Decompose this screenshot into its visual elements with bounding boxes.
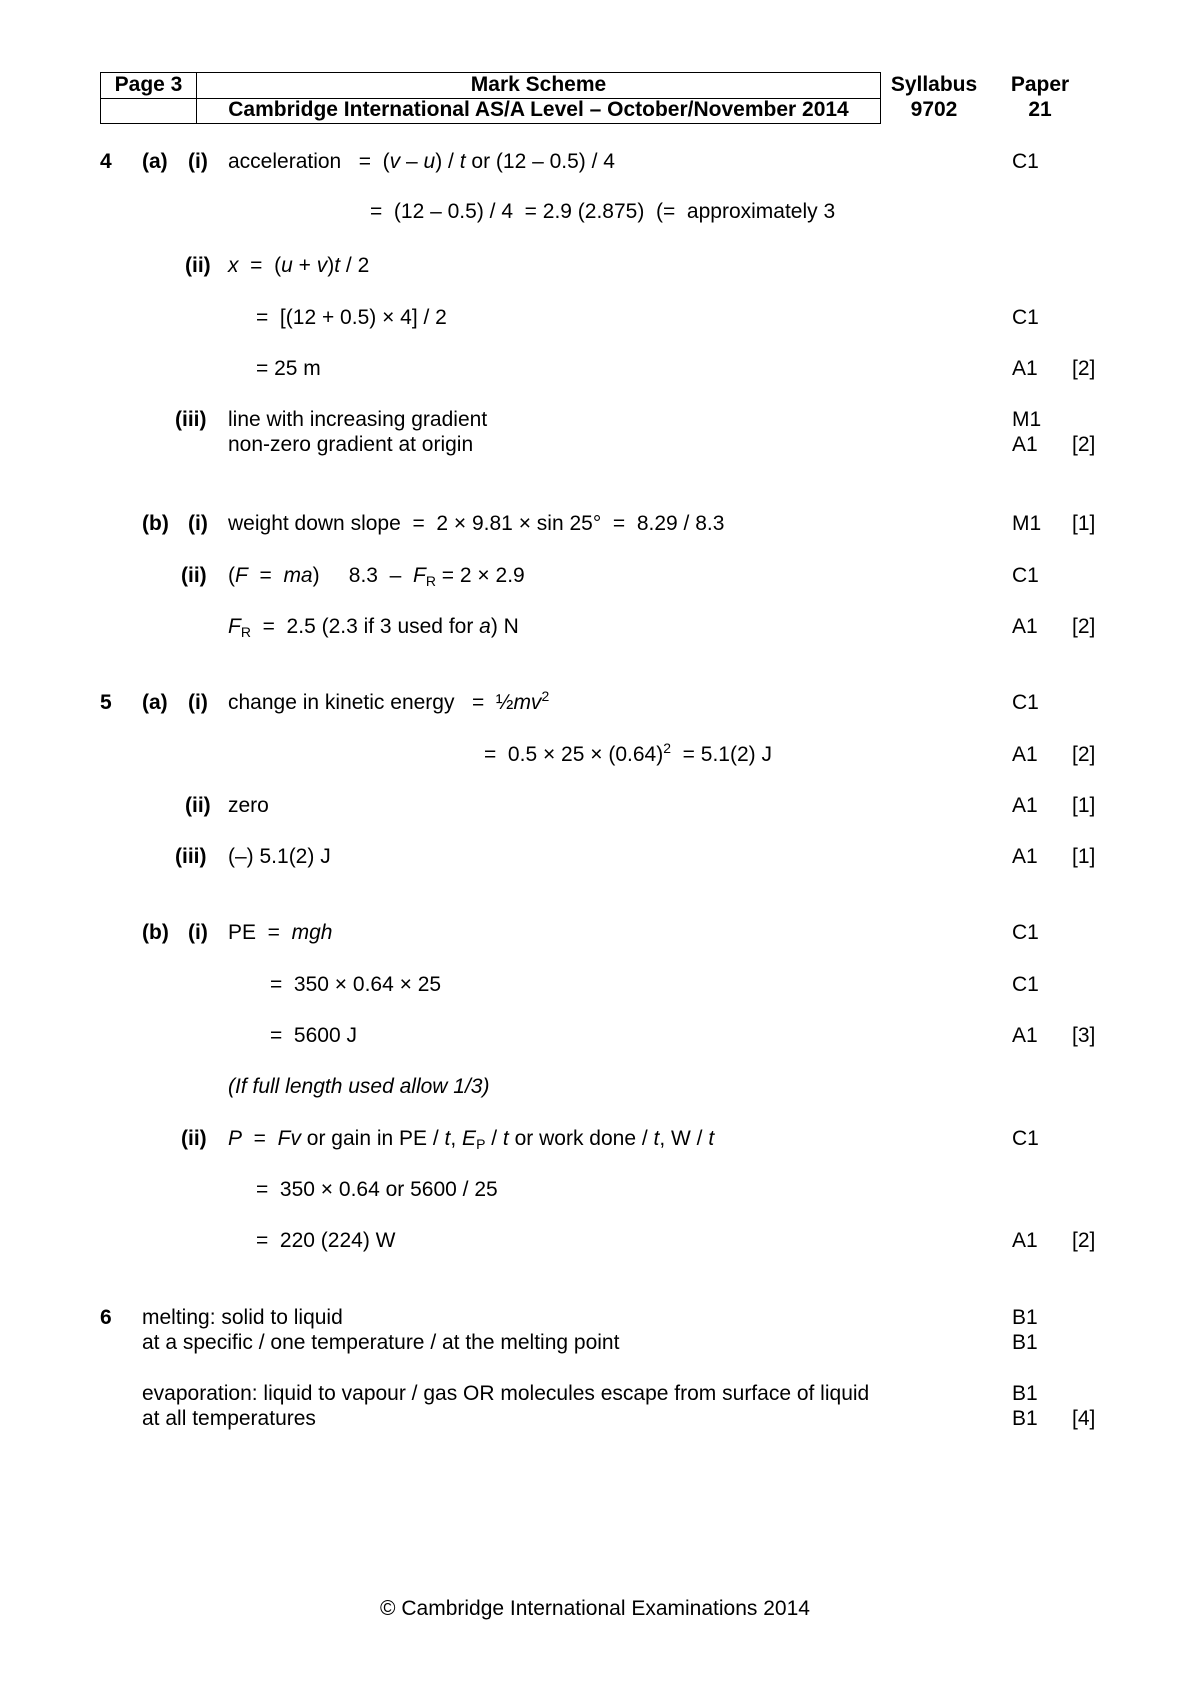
answer-4b-ii-line1: (F = ma) $8.3 - F_R = 2 \times 2.9$ [228, 564, 525, 589]
part-label-5b: (b) [142, 921, 169, 944]
footer-copyright: © Cambridge International Examinations 2014 [380, 1597, 810, 1620]
total-4a-ii: [2] [1072, 357, 1096, 380]
mark-6-4: B1 [1012, 1407, 1038, 1430]
answer-4a-ii-line1: x = (u + v)t / 2 [228, 254, 370, 277]
header-syllabus-value: 9702 [910, 98, 958, 121]
mark-4b-i: M1 [1012, 512, 1042, 535]
answer-5a-i-line1: change in kinetic energy = $\frac{1}{2}mv^2$ [228, 688, 550, 714]
answer-6-line4: at all temperatures [142, 1407, 316, 1430]
mark-4a-i-1: C1 [1012, 150, 1039, 173]
mark-4a-iii-2: A1 [1012, 433, 1038, 456]
question-number-6: 6 [100, 1306, 112, 1329]
mark-4a-iii-1: M1 [1012, 408, 1042, 431]
answer-5b-i-line2: = 350 × 0.64 × 25 [270, 973, 442, 996]
total-5a-ii: [1] [1072, 794, 1096, 817]
total-6: [4] [1072, 1407, 1096, 1430]
mark-5b-i-3: A1 [1012, 1024, 1038, 1047]
subpart-label-5b-ii: (ii) [181, 1127, 207, 1150]
total-5a-iii: [1] [1072, 845, 1096, 868]
mark-5a-iii: A1 [1012, 845, 1038, 868]
mark-5a-ii: A1 [1012, 794, 1038, 817]
mark-6-1: B1 [1012, 1306, 1038, 1329]
total-4b-i: [1] [1072, 512, 1096, 535]
header-paper-value: 21 [1028, 98, 1052, 121]
answer-6-line1: melting: solid to liquid [142, 1306, 343, 1329]
mark-4a-ii-2: C1 [1012, 306, 1039, 329]
subpart-label-5a-ii: (ii) [185, 794, 211, 817]
header-title: Mark Scheme [470, 73, 607, 96]
question-number-5: 5 [100, 691, 112, 714]
subpart-label-4b-i: (i) [188, 512, 208, 535]
total-5a-i: [2] [1072, 743, 1096, 766]
subpart-label-4b-ii: (ii) [181, 564, 207, 587]
header-subtitle: Cambridge International AS/A Level – October/November 2014 [228, 98, 849, 121]
answer-5b-ii-line3: = 220 (224) W [256, 1229, 396, 1252]
answer-5a-iii: (–) 5.1(2) J [228, 845, 331, 868]
subpart-label-4a-ii: (ii) [185, 254, 211, 277]
answer-5b-i-line1: PE = mgh [228, 921, 333, 944]
mark-5a-i-2: A1 [1012, 743, 1038, 766]
answer-4a-i-line2: = (12 – 0.5) / 4 = 2.9 (2.875) (= approximately 3 [370, 200, 836, 223]
answer-5b-ii-line1: P = Fv or gain in PE / t, $E_P$ / t or work done / t, W / t [228, 1127, 715, 1152]
total-5b-i: [3] [1072, 1024, 1096, 1047]
mark-6-3: B1 [1012, 1382, 1038, 1405]
part-label-4b: (b) [142, 512, 169, 535]
subpart-label-5a-iii: (iii) [175, 845, 207, 868]
total-4a-iii: [2] [1072, 433, 1096, 456]
answer-5a-ii: zero [228, 794, 269, 817]
mark-4b-ii-1: C1 [1012, 564, 1039, 587]
answer-6-line2: at a specific / one temperature / at the melting point [142, 1331, 620, 1354]
mark-5a-i-1: C1 [1012, 691, 1039, 714]
answer-4a-i-line1: acceleration = (v – u) / t or (12 – 0.5) / 4 [228, 150, 615, 173]
subpart-label-4a-iii: (iii) [175, 408, 207, 431]
subpart-label-4a-i: (i) [188, 150, 208, 173]
mark-4b-ii-2: A1 [1012, 615, 1038, 638]
total-5b-ii: [2] [1072, 1229, 1096, 1252]
mark-5b-i-1: C1 [1012, 921, 1039, 944]
mark-4a-ii-3: A1 [1012, 357, 1038, 380]
answer-4b-ii-line2: $F_R = 2.5$ (2.3 if 3 used for a) N [228, 615, 519, 640]
question-number-4: 4 [100, 150, 112, 173]
answer-5a-i-line2: = $0.5 \times 25 \times (0.64)^2 = 5.1(2)$ J [484, 740, 772, 766]
answer-6-line3: evaporation: liquid to vapour / gas OR molecules escape from surface of liquid [142, 1382, 870, 1405]
mark-5b-i-2: C1 [1012, 973, 1039, 996]
part-label-4a: (a) [142, 150, 168, 173]
header-syllabus-label: Syllabus [890, 73, 978, 96]
subpart-label-5b-i: (i) [188, 921, 208, 944]
subpart-label-5a-i: (i) [188, 691, 208, 714]
answer-4a-iii-line2: non-zero gradient at origin [228, 433, 474, 456]
mark-6-2: B1 [1012, 1331, 1038, 1354]
header-table [100, 72, 881, 124]
mark-5b-ii-1: C1 [1012, 1127, 1039, 1150]
part-label-5a: (a) [142, 691, 168, 714]
header-paper-label: Paper [1010, 73, 1070, 96]
mark-5b-ii-3: A1 [1012, 1229, 1038, 1252]
answer-4a-ii-line3: = 25 m [256, 357, 321, 380]
answer-5b-ii-line2: = 350 × 0.64 or 5600 / 25 [256, 1178, 498, 1201]
total-4b-ii: [2] [1072, 615, 1096, 638]
answer-4b-i: weight down slope = 2 × 9.81 × sin 25° = 8.29 / 8.3 [228, 512, 725, 535]
answer-5b-i-line3: = 5600 J [270, 1024, 357, 1047]
answer-4a-ii-line2: = [(12 + 0.5) × 4] / 2 [256, 306, 447, 329]
answer-5b-i-note: (If full length used allow 1/3) [228, 1075, 490, 1098]
answer-4a-iii-line1: line with increasing gradient [228, 408, 488, 431]
header-page: Page 3 [114, 73, 183, 96]
